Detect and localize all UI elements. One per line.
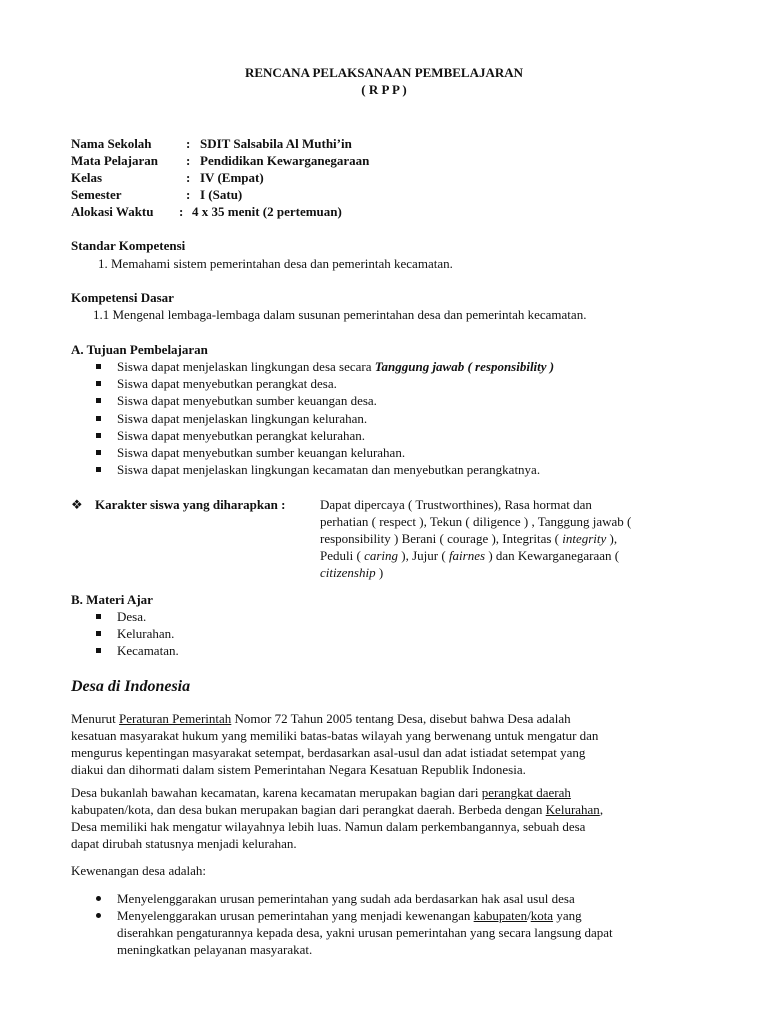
karakter-line: perhatian ( respect ), Tekun ( diligence ) , Tanggung jawab ( bbox=[320, 514, 632, 529]
info-value: I (Satu) bbox=[200, 187, 243, 202]
text-span: / bbox=[527, 908, 531, 923]
text-span: yang bbox=[553, 908, 582, 923]
text-span: ), bbox=[606, 531, 618, 546]
round-bullet-icon bbox=[96, 896, 101, 901]
tujuan-list bbox=[93, 358, 554, 478]
text-span: citizenship bbox=[320, 565, 376, 580]
document-title: RENCANA PELAKSANAAN PEMBELAJARAN bbox=[244, 65, 524, 80]
list-item bbox=[93, 907, 703, 958]
list-item-text: Desa. bbox=[117, 609, 147, 624]
perangkat-daerah-link[interactable]: perangkat daerah bbox=[481, 785, 571, 800]
square-bullet-icon bbox=[96, 416, 101, 421]
list-item-text: Siswa dapat menjelaskan lingkungan kelurahan. bbox=[117, 410, 368, 426]
kompetensi-item: 1.1 Mengenal lembaga-lembaga dalam susunan pemerintahan desa dan pemerintah kecamatan. bbox=[93, 307, 587, 322]
square-bullet-icon bbox=[96, 381, 101, 386]
karakter-line bbox=[320, 564, 631, 581]
info-colon: : bbox=[179, 204, 184, 219]
list-item bbox=[93, 625, 179, 642]
kewenangan-heading: Kewenangan desa adalah: bbox=[71, 863, 206, 878]
list-item-text: Siswa dapat menjelaskan lingkungan desa secara bbox=[117, 359, 375, 374]
info-row-time bbox=[71, 203, 571, 220]
paragraph-2 bbox=[71, 784, 703, 852]
text-span: Desa bukanlah bawahan kecamatan, karena kecamatan merupakan bagian dari bbox=[71, 785, 482, 800]
info-value: Pendidikan Kewarganegaraan bbox=[200, 153, 370, 168]
materi-heading: B. Materi Ajar bbox=[71, 592, 153, 607]
square-bullet-icon bbox=[96, 433, 101, 438]
document-subtitle: ( R P P ) bbox=[361, 82, 407, 97]
diamond-bullet-icon: ❖ bbox=[71, 497, 83, 512]
kewenangan-list bbox=[93, 890, 703, 958]
paragraph-line bbox=[71, 784, 703, 801]
list-item bbox=[93, 461, 554, 478]
peraturan-pemerintah-link[interactable]: Peraturan Pemerintah bbox=[119, 711, 232, 726]
list-item-line: meningkatkan pelayanan masyarakat. bbox=[117, 942, 313, 957]
section-title: Desa di Indonesia bbox=[71, 678, 191, 695]
info-row-school bbox=[71, 135, 571, 152]
kota-link[interactable]: kota bbox=[530, 908, 554, 923]
text-span: , bbox=[599, 802, 604, 817]
paragraph-line: mengurus kepentingan masyarakat setempat, berdasarkan asal-usul dan adat istiadat setempat yang bbox=[71, 745, 586, 760]
list-item bbox=[93, 392, 554, 409]
text-span: ) bbox=[375, 565, 384, 580]
text-span: Menurut bbox=[71, 711, 120, 726]
info-row-class bbox=[71, 169, 571, 186]
list-item-line: diserahkan pengaturannya kepada desa, yakni urusan pemerintahan yang secara langsung dapat bbox=[117, 925, 613, 940]
info-label: Nama Sekolah bbox=[71, 136, 152, 151]
tujuan-heading: A. Tujuan Pembelajaran bbox=[71, 342, 208, 357]
list-item-line bbox=[117, 907, 703, 924]
list-item-text: Kecamatan. bbox=[117, 643, 179, 659]
list-item-text: Siswa dapat menyebutkan sumber keuangan kelurahan. bbox=[117, 444, 406, 460]
square-bullet-icon bbox=[96, 648, 101, 653]
list-item-text: Menyelenggarakan urusan pemerintahan yang sudah ada berdasarkan hak asal usul desa bbox=[117, 891, 575, 906]
paragraph-line bbox=[71, 801, 703, 818]
text-span: responsibility ) Berani ( courage ), Integritas ( bbox=[320, 531, 563, 546]
info-value: SDIT Salsabila Al Muthi’in bbox=[200, 136, 352, 151]
info-colon: : bbox=[186, 187, 191, 202]
info-colon: : bbox=[186, 153, 191, 168]
paragraph-line: kesatuan masyarakat hukum yang memiliki batas-batas wilayah yang berwenang untuk mengatur dan bbox=[71, 728, 599, 743]
karakter-text bbox=[320, 496, 631, 581]
round-bullet-icon bbox=[96, 913, 101, 918]
list-item bbox=[93, 444, 554, 461]
square-bullet-icon bbox=[96, 631, 101, 636]
paragraph-line: diakui dan dihormati dalam sistem Pemerintahan Negara Kesatuan Republik Indonesia. bbox=[71, 762, 526, 777]
square-bullet-icon bbox=[96, 467, 101, 472]
paragraph-1 bbox=[71, 710, 703, 778]
square-bullet-icon bbox=[96, 398, 101, 403]
paragraph-line: Desa memiliki hak mengatur wilayahnya lebih luas. Namun dalam perkembangannya, sebuah desa bbox=[71, 819, 586, 834]
list-item-text: Siswa dapat menyebutkan perangkat desa. bbox=[117, 376, 337, 392]
info-value: 4 x 35 menit (2 pertemuan) bbox=[192, 204, 342, 219]
standar-item: 1. Memahami sistem pemerintahan desa dan pemerintah kecamatan. bbox=[98, 256, 453, 271]
kelurahan-link[interactable]: Kelurahan bbox=[545, 802, 600, 817]
list-item-text: Siswa dapat menjelaskan lingkungan kecamatan dan menyebutkan perangkatnya. bbox=[117, 462, 541, 478]
info-label: Mata Pelajaran bbox=[71, 153, 159, 168]
list-item bbox=[93, 608, 179, 625]
list-item bbox=[93, 375, 554, 392]
info-label: Alokasi Waktu bbox=[71, 204, 154, 219]
kabupaten-link[interactable]: kabupaten bbox=[473, 908, 528, 923]
list-item-text: Siswa dapat menyebutkan perangkat kelurahan. bbox=[117, 427, 365, 443]
karakter-line bbox=[320, 530, 631, 547]
text-span: Peduli ( bbox=[320, 548, 365, 563]
text-span: integrity bbox=[562, 531, 607, 546]
info-value: IV (Empat) bbox=[200, 170, 264, 185]
paragraph-line: dapat dirubah statusnya menjadi kelurahan. bbox=[71, 836, 297, 851]
text-span: caring bbox=[364, 548, 399, 563]
text-span: Menyelenggarakan urusan pemerintahan yang menjadi kewenangan bbox=[117, 908, 474, 923]
info-colon: : bbox=[186, 136, 191, 151]
responsibility-emphasis: Tanggung jawab ( responsibility ) bbox=[374, 359, 555, 374]
school-info-block bbox=[71, 135, 571, 220]
info-row-subject bbox=[71, 152, 571, 169]
karakter-label: Karakter siswa yang diharapkan : bbox=[95, 497, 286, 512]
square-bullet-icon bbox=[96, 364, 101, 369]
materi-list bbox=[93, 608, 179, 660]
info-row-semester bbox=[71, 186, 571, 203]
square-bullet-icon bbox=[96, 614, 101, 619]
list-item bbox=[93, 358, 554, 375]
info-colon: : bbox=[186, 170, 191, 185]
info-label: Kelas bbox=[71, 170, 103, 185]
text-span: Nomor 72 Tahun 2005 tentang Desa, disebut bahwa Desa adalah bbox=[231, 711, 571, 726]
standar-heading: Standar Kompetensi bbox=[71, 238, 186, 253]
list-item bbox=[93, 642, 179, 659]
list-item-text: Kelurahan. bbox=[117, 626, 175, 642]
paragraph-line bbox=[71, 710, 703, 727]
text-span: ) dan Kewarganegaraan ( bbox=[485, 548, 620, 563]
info-label: Semester bbox=[71, 187, 122, 202]
list-item bbox=[93, 427, 554, 444]
square-bullet-icon bbox=[96, 450, 101, 455]
list-item bbox=[93, 410, 554, 427]
text-span: fairnes bbox=[448, 548, 486, 563]
kompetensi-heading: Kompetensi Dasar bbox=[71, 290, 174, 305]
list-item bbox=[93, 890, 703, 907]
karakter-line bbox=[320, 547, 631, 564]
text-span: kabupaten/kota, dan desa bukan merupakan bagian dari perangkat daerah. Berbeda dengan bbox=[71, 802, 546, 817]
karakter-line: Dapat dipercaya ( Trustworthines), Rasa hormat dan bbox=[320, 497, 592, 512]
list-item-text: Siswa dapat menyebutkan sumber keuangan desa. bbox=[117, 393, 377, 409]
text-span: ), Jujur ( bbox=[398, 548, 449, 563]
